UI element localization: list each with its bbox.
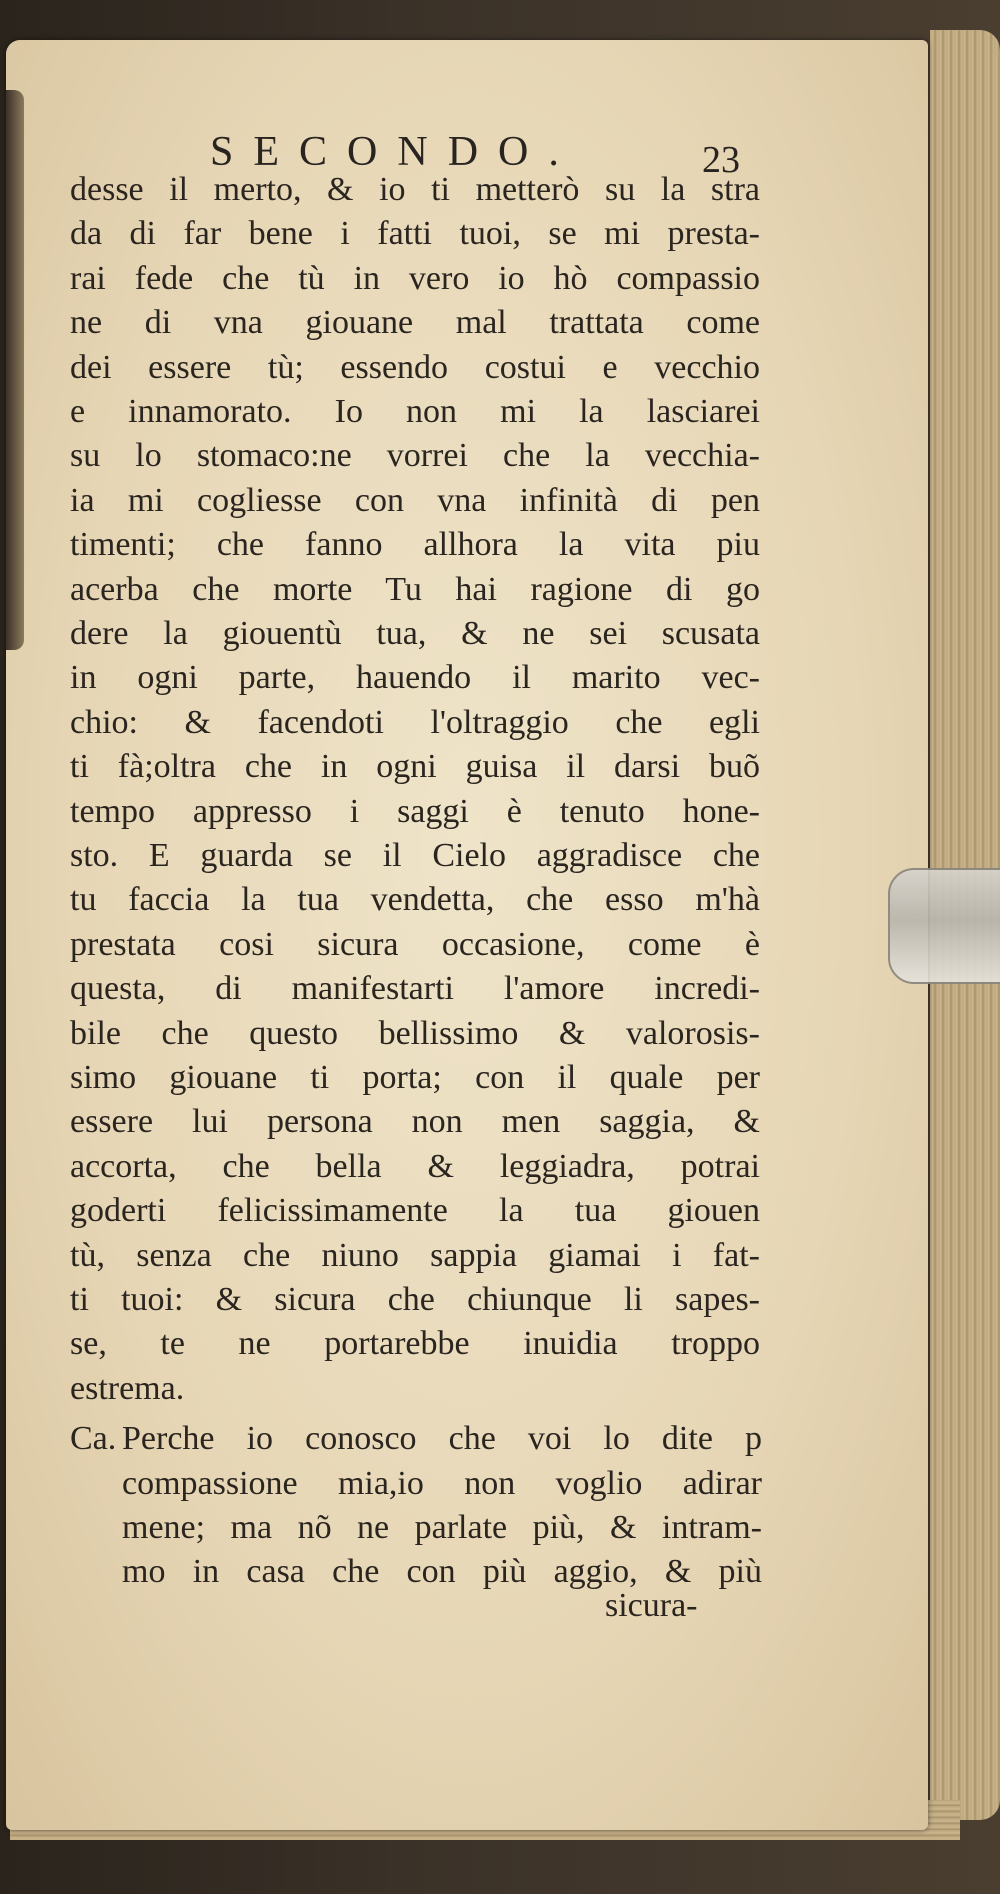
text-line: essere lui persona non men saggia, &: [70, 1103, 760, 1141]
text-line: ti fà;oltra che in ogni guisa il darsi buõ: [70, 748, 760, 786]
text-line: bile che questo bellissimo & valorosis-: [70, 1014, 760, 1052]
text-line: ia mi cogliesse con vna infinità di pen: [70, 481, 760, 519]
text-line: goderti felicissimamente la tua giouen: [70, 1192, 760, 1230]
text-line: estrema.: [70, 1369, 185, 1407]
text-line: tù, senza che niuno sappia giamai i fat-: [70, 1236, 760, 1274]
text-line: se, te ne portarebbe inuidia troppo: [70, 1325, 760, 1363]
text-line: tu faccia la tua vendetta, che esso m'hà: [70, 881, 760, 919]
text-line: ne di vna giouane mal trattata come: [70, 304, 760, 342]
text-line: dere la giouentù tua, & ne sei scusata: [70, 615, 760, 652]
text-line: e innamorato. Io non mi la lasciarei: [70, 393, 760, 430]
text-line: timenti; che fanno allhora la vita piu: [70, 526, 760, 564]
text-line: da di far bene i fatti tuoi, se mi presta-: [70, 215, 760, 253]
text-line: rai fede che tù in vero io hò compassio: [70, 259, 760, 297]
text-line: su lo stomaco:ne vorrei che la vecchia-: [70, 437, 760, 475]
text-line: questa, di manifestarti l'amore incredi-: [70, 970, 760, 1008]
text-line: dei essere tù; essendo costui e vecchio: [70, 348, 760, 386]
text-line: desse il merto, & io ti metterò su la stra: [70, 171, 760, 208]
running-head: SECONDO.: [210, 129, 579, 175]
text-line: prestata cosi sicura occasione, come è: [70, 925, 760, 963]
speech-line: compassione mia,io non voglio adirar: [122, 1464, 762, 1502]
text-line: acerba che morte Tu hai ragione di go: [70, 570, 760, 608]
catchword: sicura-: [605, 1587, 698, 1624]
text-line: tempo appresso i saggi è tenuto hone-: [70, 792, 760, 830]
facing-page-curl: [6, 90, 24, 650]
text-line: in ogni parte, hauendo il marito vec-: [70, 659, 760, 697]
speech-line: mene; ma nõ ne parlate più, & intram-: [122, 1509, 762, 1546]
page-clip: [888, 868, 1000, 984]
speech-line: Perche io conosco che voi lo dite p: [122, 1420, 762, 1458]
text-line: ti tuoi: & sicura che chiunque li sapes-: [70, 1281, 760, 1318]
speech-line: mo in casa che con più aggio, & più: [122, 1553, 762, 1591]
text-line: simo giouane ti porta; con il quale per: [70, 1059, 760, 1096]
text-line: accorta, che bella & leggiadra, potrai: [70, 1147, 760, 1185]
text-line: sto. E guarda se il Cielo aggradisce che: [70, 837, 760, 874]
page-number: 23: [702, 139, 740, 181]
text-line: chio: & facendoti l'oltraggio che egli: [70, 703, 760, 741]
speaker-label: Ca.: [70, 1420, 117, 1458]
